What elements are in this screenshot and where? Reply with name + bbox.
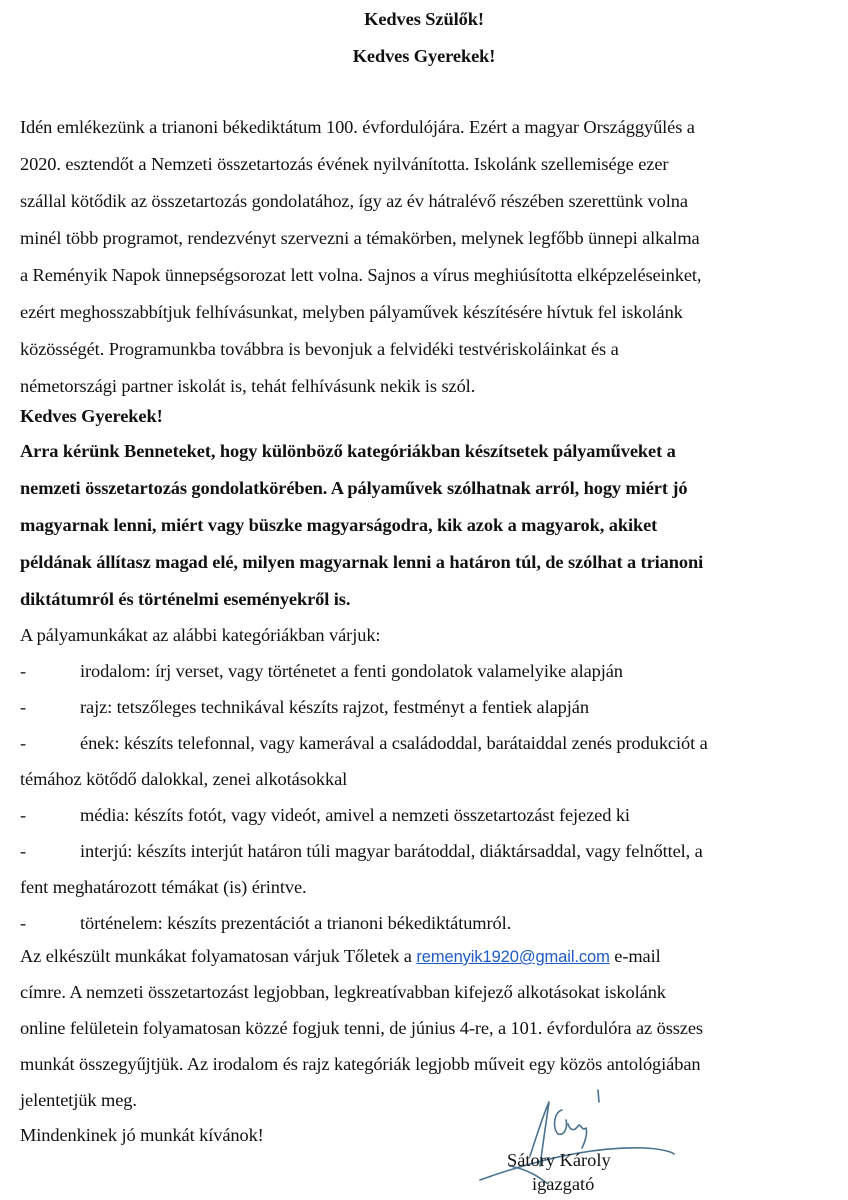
paragraph-line: címre. A nemzeti összetartozást legjobban, legkreatívabban kifejező alkotásokat iskolánk (20, 982, 666, 1002)
email-link[interactable]: remenyik1920@gmail.com (416, 948, 610, 966)
category-enek: ének: készíts telefonnal, vagy kamerával a családoddal, barátaiddal zenés produkciót a (80, 733, 708, 753)
greeting-children: Kedves Gyerekek! (352, 46, 496, 66)
paragraph-line: munkát összegyűjtjük. Az irodalom és rajz kategóriák legjobb műveit egy közös antológiában (20, 1054, 701, 1074)
paragraph-line: 2020. esztendőt a Nemzeti összetartozás évének nyilvánította. Iskolánk szellemisége ezer (20, 154, 669, 174)
paragraph-line: közösségét. Programunkba továbbra is bevonjuk a felvidéki testvériskoláinkat és a (20, 339, 619, 359)
closing-wish: Mindenkinek jó munkát kívánok! (20, 1125, 264, 1145)
bold-paragraph-line: példának állítasz magad elé, milyen magyarnak lenni a határon túl, de szólhat a trianoni (20, 552, 704, 572)
bullet-dash: - (20, 733, 27, 753)
submission-text-after: e-mail (614, 946, 661, 966)
paragraph-line: szállal kötődik az összetartozás gondolatához, így az év hátralévő részében szerettünk volna (20, 191, 688, 211)
children-heading: Kedves Gyerekek! (20, 406, 163, 426)
bullet-dash: - (20, 805, 27, 825)
paragraph-line: jelentetjük meg. (20, 1090, 137, 1110)
category-rajz: rajz: tetszőleges technikával készíts rajzot, festményt a fentiek alapján (80, 697, 589, 717)
paragraph-line: németországi partner iskolát is, tehát felhívásunk nekik is szól. (20, 376, 476, 396)
categories-intro: A pályamunkákat az alábbi kategóriákban várjuk: (20, 625, 381, 645)
paragraph-line: Idén emlékezünk a trianoni békediktátum 100. évfordulójára. Ezért a magyar Országgyűlés a (20, 117, 695, 137)
category-enek-continuation: témához kötődő dalokkal, zenei alkotásokkal (20, 769, 348, 789)
greeting-parents: Kedves Szülők! (364, 9, 484, 29)
category-irodalom: irodalom: írj verset, vagy történetet a fenti gondolatok valamelyike alapján (80, 661, 623, 681)
signer-title: igazgató (532, 1174, 595, 1194)
paragraph-line: ezért meghosszabbítjuk felhívásunkat, melyben pályaművek készítésére hívtuk fel iskolánk (20, 302, 683, 322)
category-interju: interjú: készíts interjút határon túli magyar barátoddal, diáktársaddal, vagy felnőttel, a (80, 841, 703, 861)
paragraph-line: a Reményik Napok ünnepségsorozat lett volna. Sajnos a vírus meghiúsította elképzeléseinket, (20, 265, 702, 285)
handwritten-signature-icon (470, 1088, 690, 1188)
bullet-dash: - (20, 697, 27, 717)
bold-paragraph-line: diktátumról és történelmi eseményekről is. (20, 589, 351, 609)
bold-paragraph-line: magyarnak lenni, miért vagy büszke magyarságodra, kik azok a magyarok, akiket (20, 515, 658, 535)
bullet-dash: - (20, 661, 27, 681)
paragraph-line: online felületein folyamatosan közzé fogjuk tenni, de június 4-re, a 101. évfordulóra az összes (20, 1018, 703, 1038)
bullet-dash: - (20, 841, 27, 861)
category-media: média: készíts fotót, vagy videót, amivel a nemzeti összetartozást fejezed ki (80, 805, 630, 825)
bullet-dash: - (20, 913, 27, 933)
submission-text-before: Az elkészült munkákat folyamatosan várjuk Tőletek a (20, 946, 412, 966)
bold-paragraph-line: nemzeti összetartozás gondolatkörében. A pályaművek szólhatnak arról, hogy miért jó (20, 478, 688, 498)
submission-line-1 (20, 945, 661, 968)
bold-paragraph-line: Arra kérünk Benneteket, hogy különböző kategóriákban készítsetek pályaműveket a (20, 441, 676, 461)
paragraph-line: minél több programot, rendezvényt szervezni a témakörben, melynek legfőbb ünnepi alkalma (20, 228, 700, 248)
category-interju-continuation: fent meghatározott témákat (is) érintve. (20, 877, 307, 897)
signer-name: Sátory Károly (507, 1150, 611, 1170)
category-tortenelem: történelem: készíts prezentációt a trianoni békediktátumról. (80, 913, 512, 933)
